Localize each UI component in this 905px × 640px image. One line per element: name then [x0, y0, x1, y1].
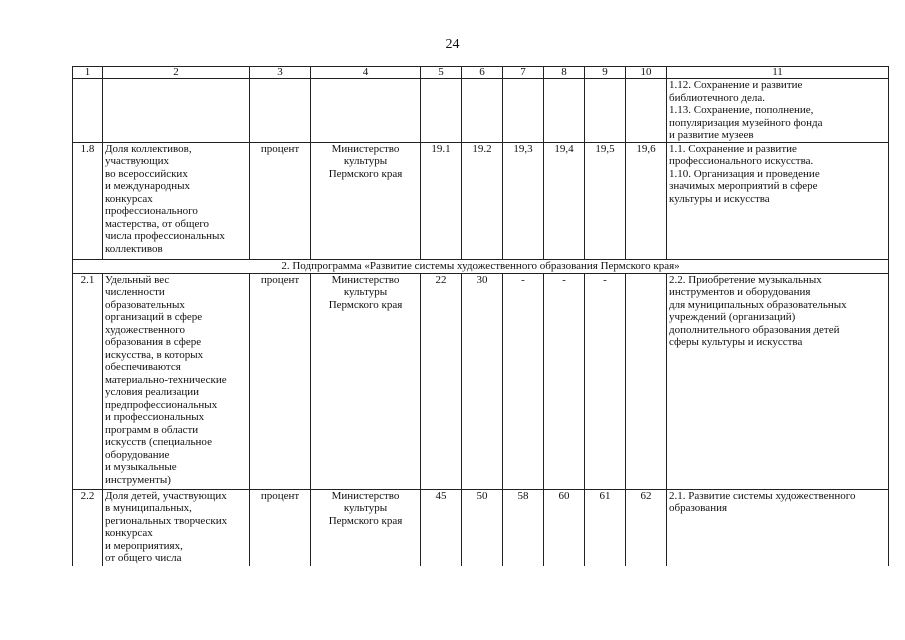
value-cell: 62	[626, 489, 667, 566]
column-number-row	[73, 67, 889, 79]
value-cell: -	[585, 273, 626, 489]
value-cell: -	[544, 273, 585, 489]
value-cell	[462, 79, 503, 143]
indicators-table	[72, 66, 889, 566]
unit-cell: процент	[250, 273, 311, 489]
measures-cell: 2.1. Развитие системы художественного образования	[667, 489, 889, 566]
value-cell	[626, 79, 667, 143]
value-cell	[626, 273, 667, 489]
indicator-name-cell	[103, 79, 250, 143]
table-row	[73, 489, 889, 566]
value-cell: 22	[421, 273, 462, 489]
subprogram-title: 2. Подпрограмма «Развитие системы художественного образования Пермского края»	[73, 259, 889, 273]
value-cell: 45	[421, 489, 462, 566]
value-cell	[421, 79, 462, 143]
row-number-cell: 2.1	[73, 273, 103, 489]
column-number: 5	[421, 67, 462, 79]
responsible-cell: Министерство культуры Пермского края	[311, 273, 421, 489]
value-cell: 19,3	[503, 142, 544, 259]
column-number: 11	[667, 67, 889, 79]
value-cell: 19,5	[585, 142, 626, 259]
value-cell: 19.1	[421, 142, 462, 259]
value-cell: 19,4	[544, 142, 585, 259]
value-cell: 19,6	[626, 142, 667, 259]
value-cell	[585, 79, 626, 143]
value-cell: 30	[462, 273, 503, 489]
responsible-cell	[311, 79, 421, 143]
row-number-cell: 2.2	[73, 489, 103, 566]
row-number-cell: 1.8	[73, 142, 103, 259]
table-row	[73, 273, 889, 489]
unit-cell: процент	[250, 142, 311, 259]
value-cell: 61	[585, 489, 626, 566]
value-cell: 60	[544, 489, 585, 566]
column-number: 10	[626, 67, 667, 79]
page-number: 24	[445, 37, 460, 52]
unit-cell: процент	[250, 489, 311, 566]
measures-cell: 1.12. Сохранение и развитие библиотечного дела. 1.13. Сохранение, пополнение, популяризация музейного фонда и развитие музеев	[667, 79, 889, 143]
value-cell: -	[503, 273, 544, 489]
row-number-cell	[73, 79, 103, 143]
table-row	[73, 142, 889, 259]
column-number: 8	[544, 67, 585, 79]
indicator-name-cell: Доля коллективов, участвующих во всероссийских и международных конкурсах профессионального мастерства, от общего числа профессиональных коллективов	[103, 142, 250, 259]
column-number: 1	[73, 67, 103, 79]
subprogram-section-row	[73, 259, 889, 273]
column-number: 2	[103, 67, 250, 79]
measures-cell: 2.2. Приобретение музыкальных инструментов и оборудования для муниципальных образовательных учреждений (организаций) дополнительного образования детей сферы культуры и искусства	[667, 273, 889, 489]
column-number: 6	[462, 67, 503, 79]
measures-cell: 1.1. Сохранение и развитие профессионального искусства. 1.10. Организация и проведение значимых мероприятий в сфере культуры и искусства	[667, 142, 889, 259]
column-number: 3	[250, 67, 311, 79]
indicator-name-cell: Удельный вес численности образовательных организаций в сфере художественного образования в сфере искусства, в которых обеспечиваются материально-технические условия реализации предпрофессиональных и профессиональных программ в области искусств (специальное оборудование и музыкальные инструменты)	[103, 273, 250, 489]
column-number: 4	[311, 67, 421, 79]
value-cell	[503, 79, 544, 143]
value-cell	[544, 79, 585, 143]
value-cell: 50	[462, 489, 503, 566]
column-number: 9	[585, 67, 626, 79]
responsible-cell: Министерство культуры Пермского края	[311, 489, 421, 566]
value-cell: 19.2	[462, 142, 503, 259]
table-row	[73, 79, 889, 143]
unit-cell	[250, 79, 311, 143]
responsible-cell: Министерство культуры Пермского края	[311, 142, 421, 259]
value-cell: 58	[503, 489, 544, 566]
column-number: 7	[503, 67, 544, 79]
indicator-name-cell: Доля детей, участвующих в муниципальных, региональных творческих конкурсах и мероприятиях, от общего числа	[103, 489, 250, 566]
